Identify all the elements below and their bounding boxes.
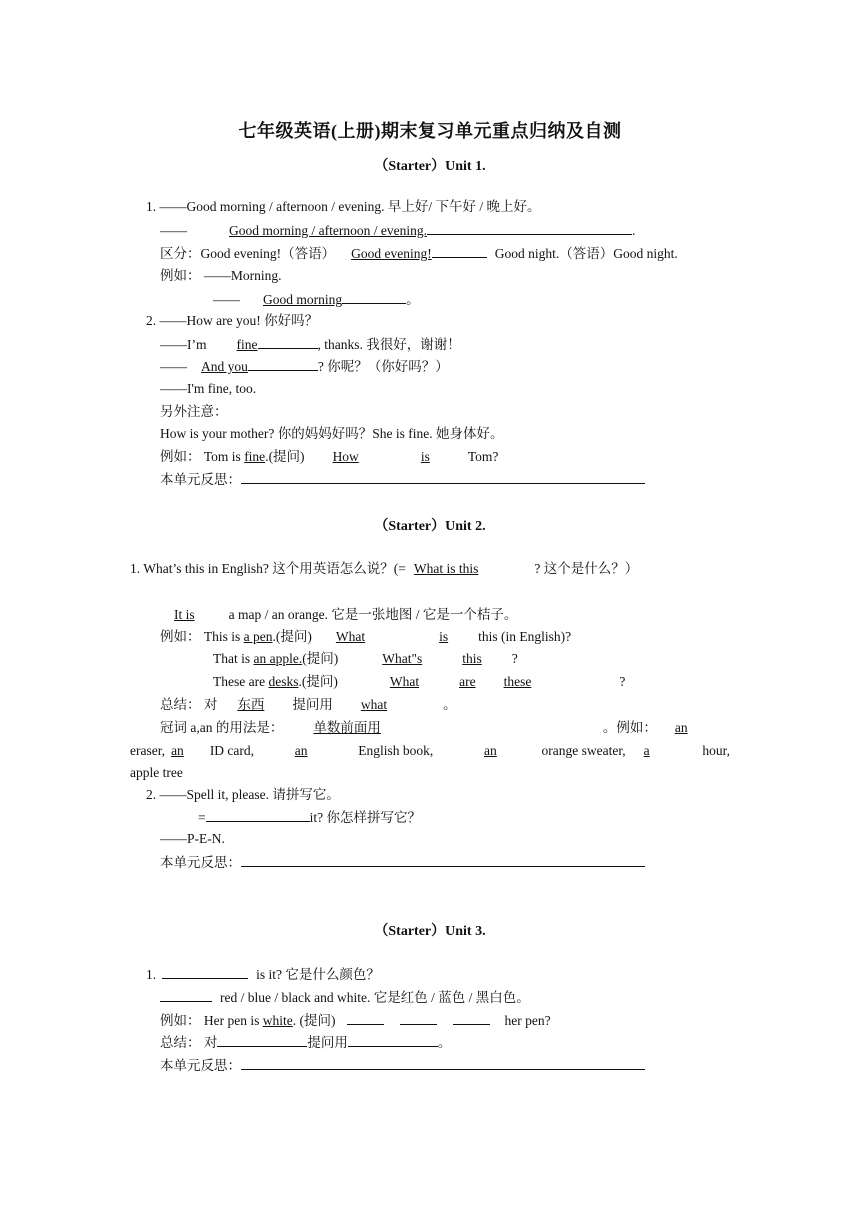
- u2-line2: It is a map / an orange. 它是一张地图 / 它是一个桔子。: [174, 607, 518, 622]
- u1-line1: 1. ——Good morning / afternoon / evening. 早上好/ 下午好 / 晚上好。: [146, 199, 541, 214]
- u1-line10: 另外注意：: [160, 404, 228, 419]
- u3-line2: red / blue / black and white. 它是红色 / 蓝色 / 黑白色。: [160, 988, 530, 1007]
- u1-line9: ——I'm fine, too.: [160, 381, 257, 396]
- u1-reflect: 本单元反思：: [160, 470, 645, 489]
- u1-line5: —— Good morning 。: [213, 292, 420, 307]
- u2-line12: ——P-E-N.: [160, 831, 225, 846]
- u2-line5: These are desks.(提问) What are these ?: [213, 674, 626, 689]
- u2-line9: apple tree: [130, 765, 183, 780]
- u3-line3: 例如： Her pen is white. (提问) her pen?: [160, 1013, 551, 1028]
- u3-line4: 总结： 对 提问用 。: [160, 1035, 452, 1050]
- unit2-heading: （Starter）Unit 2.: [374, 519, 486, 534]
- unit3-heading: （Starter）Unit 3.: [374, 924, 486, 939]
- u2-line11: = it? 你怎样拼写它？: [198, 810, 421, 825]
- u1-line2: —— Good morning / afternoon / evening. .: [160, 223, 636, 238]
- page-title: 七年级英语(上册)期末复习单元重点归纳及自测: [238, 121, 622, 141]
- u1-line8: —— And you ? 你呢？（你好吗？）: [160, 359, 449, 374]
- u2-line7: 冠词 a,an 的用法是： 单数前面用 。例如： an: [160, 720, 688, 735]
- u2-line8: eraser, an ID card, an English book, an orange sweater, a hour,: [130, 743, 730, 758]
- u1-line3: 区分：Good evening!（答语） Good evening! Good night.（答语）Good night.: [160, 246, 678, 261]
- u1-line12: 例如： Tom is fine.(提问) How is Tom?: [160, 449, 499, 464]
- u2-line6: 总结： 对 东西 提问用 what 。: [160, 697, 457, 712]
- u1-line6: 2. ——How are you! 你好吗？: [146, 313, 319, 328]
- unit1-heading: （Starter）Unit 1.: [374, 159, 486, 174]
- u2-line10: 2. ——Spell it, please. 请拼写它。: [146, 787, 340, 802]
- u1-line7: ——I’m fine , thanks. 我很好，谢谢！: [160, 337, 461, 352]
- u1-line4: 例如： ——Morning.: [160, 268, 282, 283]
- u2-line3: 例如： This is a pen.(提问) What is this (in English)?: [160, 629, 572, 644]
- u3-reflect: 本单元反思：: [160, 1056, 645, 1075]
- u2-line1: 1. What’s this in English? 这个用英语怎么说？(= What is this ? 这个是什么？）: [130, 561, 639, 576]
- u2-line4: That is an apple.(提问) What"s this ?: [213, 651, 518, 666]
- u1-line11: How is your mother? 你的妈妈好吗？She is fine. 她身体好。: [160, 426, 504, 441]
- u2-reflect: 本单元反思：: [160, 853, 645, 872]
- u3-line1: 1. is it? 它是什么颜色？: [146, 967, 380, 982]
